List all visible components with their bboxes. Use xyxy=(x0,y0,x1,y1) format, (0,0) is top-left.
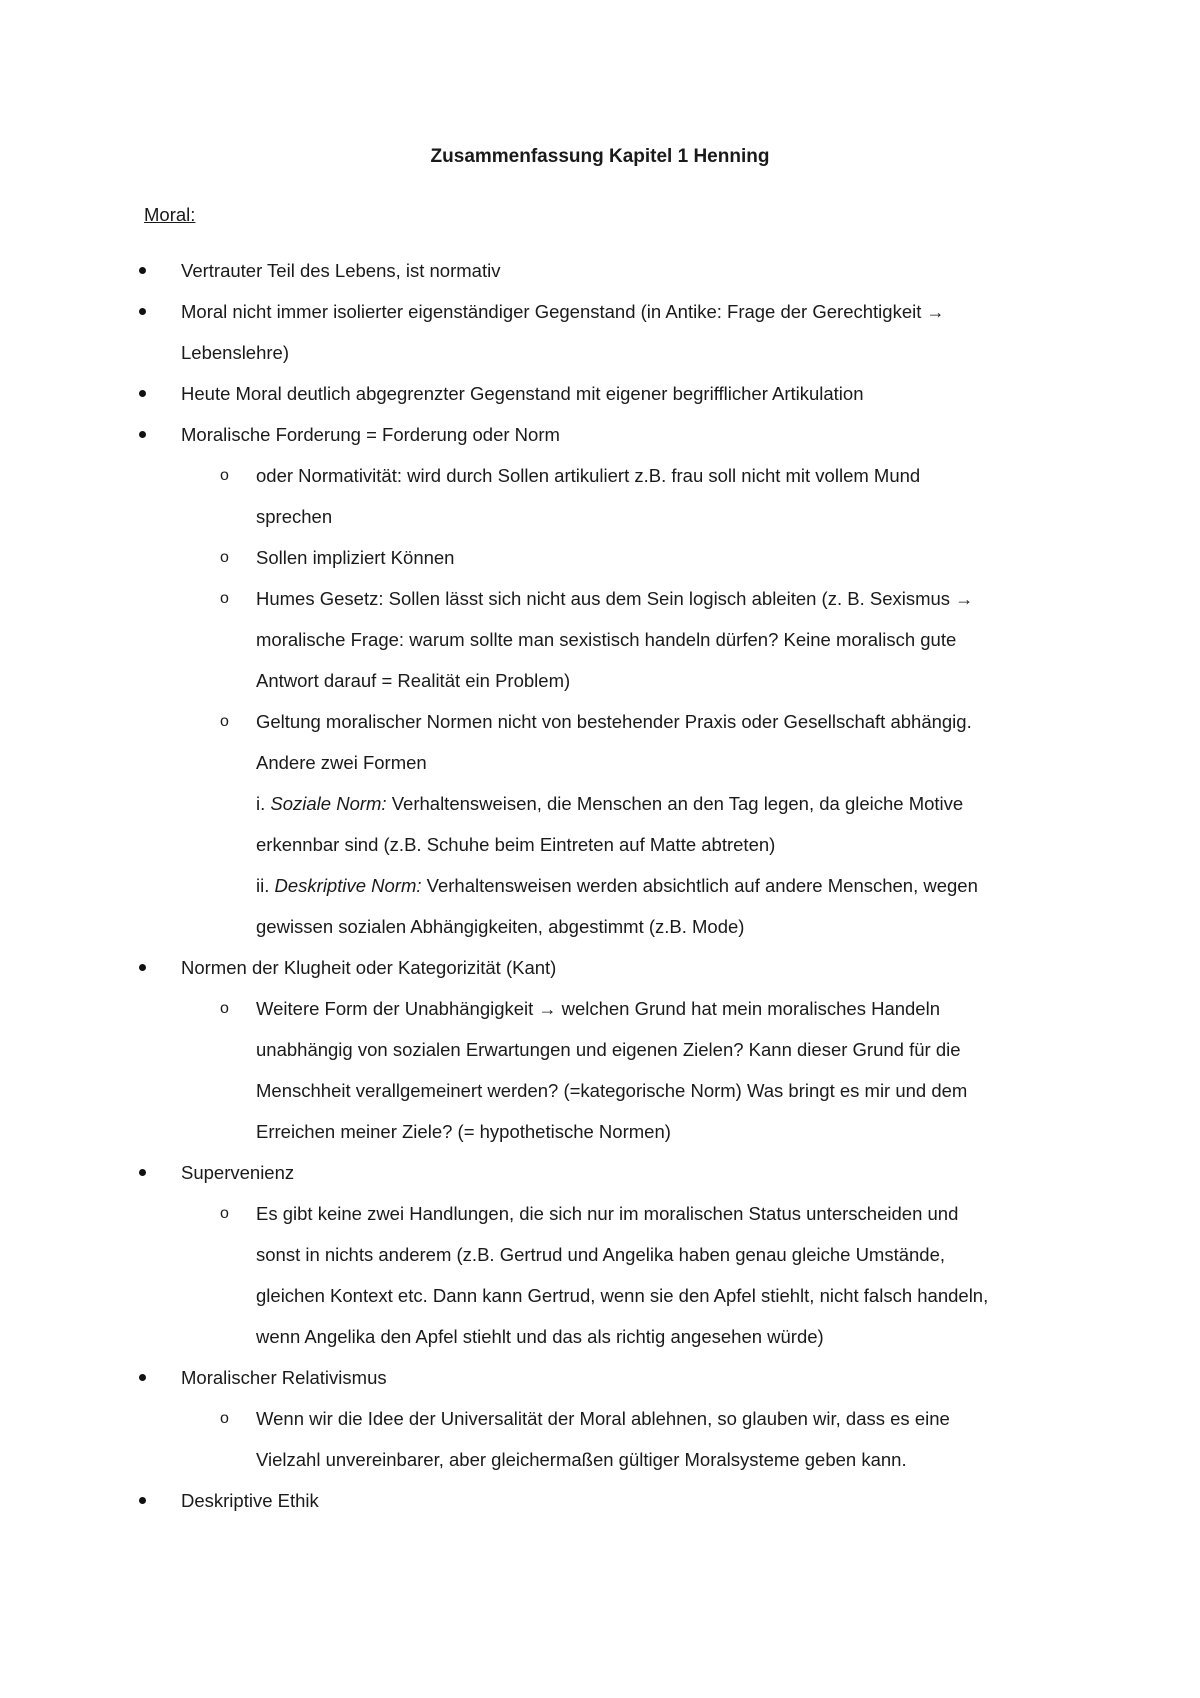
bullet-icon xyxy=(139,390,146,397)
arrow-right-icon: → xyxy=(926,302,945,322)
sub-list-item: o oder Normativität: wird durch Sollen artikuliert z.B. frau soll nicht mit vollem Mund xyxy=(0,463,1200,504)
bullet-icon xyxy=(139,964,146,971)
sub-list-item-continuation: sprechen xyxy=(256,506,333,527)
sub-list-item-continuation: unabhängig von sozialen Erwartungen und eigenen Zielen? Kann dieser Grund für die xyxy=(256,1039,961,1060)
list-item: Moral nicht immer isolierter eigenständiger Gegenstand (in Antike: Frage der Gerechtigkeit → xyxy=(0,299,1200,340)
arrow-right-icon: → xyxy=(955,589,974,609)
arrow-right-icon: → xyxy=(538,999,557,1019)
sub-list-item-continuation: Antwort darauf = Realität ein Problem) xyxy=(256,670,571,691)
sub-list-item: o Humes Gesetz: Sollen lässt sich nicht aus dem Sein logisch ableiten (z. B. Sexismus → xyxy=(0,586,1200,627)
bullet-icon xyxy=(139,1374,146,1381)
sub-bullet-icon: o xyxy=(220,467,229,484)
bullet-icon xyxy=(139,431,146,438)
bullet-icon xyxy=(139,308,146,315)
sub-bullet-icon: o xyxy=(220,713,229,730)
term-soziale-norm: Soziale Norm: xyxy=(270,793,387,814)
sub-list-item-continuation: Erreichen meiner Ziele? (= hypothetische Normen) xyxy=(256,1121,671,1142)
sub-list-item: o Wenn wir die Idee der Universalität der Moral ablehnen, so glauben wir, dass es eine xyxy=(0,1406,1200,1447)
sub-list-item-continuation: Vielzahl unvereinbarer, aber gleichermaßen gültiger Moralsysteme geben kann. xyxy=(256,1449,907,1470)
sub-list-item-continuation: gewissen sozialen Abhängigkeiten, abgestimmt (z.B. Mode) xyxy=(256,916,745,937)
section-heading-moral: Moral: xyxy=(144,204,196,225)
sub-bullet-icon: o xyxy=(220,1410,229,1427)
sub-list-item: o Weitere Form der Unabhängigkeit → welchen Grund hat mein moralisches Handeln xyxy=(0,996,1200,1037)
bullet-icon xyxy=(139,267,146,274)
bullet-list xyxy=(0,258,1200,1529)
list-item-continuation: Lebenslehre) xyxy=(181,342,289,363)
list-item: Deskriptive Ethik xyxy=(0,1488,1200,1529)
list-item: Supervenienz xyxy=(0,1160,1200,1201)
sub-bullet-icon: o xyxy=(220,1000,229,1017)
list-item: Normen der Klugheit oder Kategorizität (Kant) xyxy=(0,955,1200,996)
sub-bullet-icon: o xyxy=(220,590,229,607)
sub-list-item-continuation: sonst in nichts anderem (z.B. Gertrud und Angelika haben genau gleiche Umstände, xyxy=(256,1244,946,1265)
list-item: Vertrauter Teil des Lebens, ist normativ xyxy=(0,258,1200,299)
bullet-icon xyxy=(139,1497,146,1504)
sub-list-item: o Es gibt keine zwei Handlungen, die sich nur im moralischen Status unterscheiden und xyxy=(0,1201,1200,1242)
list-item: Heute Moral deutlich abgegrenzter Gegenstand mit eigener begrifflicher Artikulation xyxy=(0,381,1200,422)
document-title: Zusammenfassung Kapitel 1 Henning xyxy=(430,146,770,167)
bullet-icon xyxy=(139,1169,146,1176)
sub-list-item: o Sollen impliziert Können xyxy=(0,545,1200,586)
list-item: Moralischer Relativismus xyxy=(0,1365,1200,1406)
sub-list-item-continuation: Andere zwei Formen xyxy=(256,752,427,773)
term-deskriptive-norm: Deskriptive Norm: xyxy=(274,875,422,896)
sub-list-item-continuation: wenn Angelika den Apfel stiehlt und das als richtig angesehen würde) xyxy=(256,1326,824,1347)
list-item: Moralische Forderung = Forderung oder Norm xyxy=(0,422,1200,463)
sub-bullet-icon: o xyxy=(220,1205,229,1222)
sub-list-item-continuation: i. Soziale Norm: Verhaltensweisen, die Menschen an den Tag legen, da gleiche Motive xyxy=(256,793,964,814)
sub-list-item-continuation: ii. Deskriptive Norm: Verhaltensweisen werden absichtlich auf andere Menschen, wegen xyxy=(256,875,978,896)
sub-list-item-continuation: erkennbar sind (z.B. Schuhe beim Eintreten auf Matte abtreten) xyxy=(256,834,776,855)
sub-list-item-continuation: Menschheit verallgemeinert werden? (=kategorische Norm) Was bringt es mir und dem xyxy=(256,1080,968,1101)
sub-list-item: o Geltung moralischer Normen nicht von bestehender Praxis oder Gesellschaft abhängig. xyxy=(0,709,1200,750)
sub-list-item-continuation: gleichen Kontext etc. Dann kann Gertrud, wenn sie den Apfel stiehlt, nicht falsch handeln, xyxy=(256,1285,989,1306)
sub-list-item-continuation: moralische Frage: warum sollte man sexistisch handeln dürfen? Keine moralisch gute xyxy=(256,629,957,650)
sub-bullet-icon: o xyxy=(220,549,229,566)
